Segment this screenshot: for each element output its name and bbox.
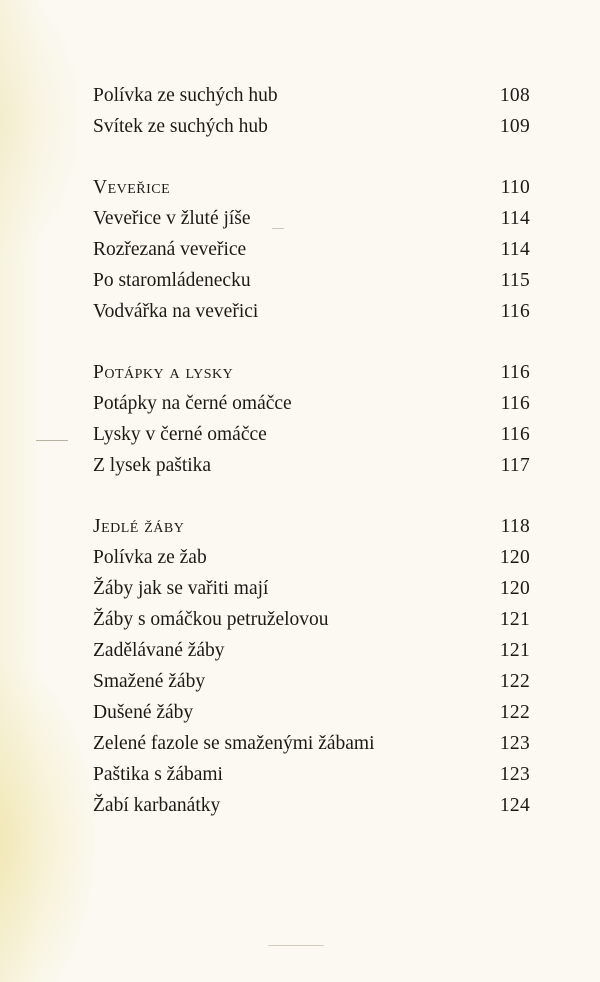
entry-page-number: 116	[500, 393, 530, 414]
toc-section-grebes-coots	[93, 357, 530, 481]
toc-entry[interactable]	[93, 203, 530, 234]
toc-entry[interactable]	[93, 759, 530, 790]
toc-section-frogs	[93, 511, 530, 821]
entry-page-number: 116	[500, 301, 530, 322]
margin-mark	[268, 945, 324, 946]
entry-title: Vodvářka na veveřici	[93, 301, 259, 322]
heading-page-number: 118	[500, 516, 530, 537]
entry-page-number: 122	[499, 702, 530, 723]
section-heading[interactable]	[93, 511, 530, 542]
entry-page-number: 123	[499, 764, 530, 785]
entry-page-number: 117	[500, 455, 530, 476]
entry-page-number: 124	[499, 795, 530, 816]
entry-title: Zadělávané žáby	[93, 640, 225, 661]
toc-section-mushrooms	[93, 80, 530, 142]
toc-entry[interactable]	[93, 450, 530, 481]
heading-page-number: 116	[500, 362, 530, 383]
toc-section-squirrel	[93, 172, 530, 327]
toc-entry[interactable]	[93, 542, 530, 573]
entry-page-number: 115	[500, 270, 530, 291]
toc-entry[interactable]	[93, 697, 530, 728]
entry-title: Žáby s omáčkou petruželovou	[93, 609, 329, 630]
entry-page-number: 108	[499, 85, 530, 106]
entry-title: Žabí karbanátky	[93, 795, 221, 816]
entry-title: Paštika s žábami	[93, 764, 223, 785]
entry-title: Žáby jak se vařiti mají	[93, 578, 269, 599]
section-heading[interactable]	[93, 357, 530, 388]
heading-title: Potápky a lysky	[93, 362, 234, 383]
entry-title: Rozřezaná veveřice	[93, 239, 247, 260]
entry-page-number: 109	[499, 116, 530, 137]
entry-page-number: 122	[499, 671, 530, 692]
entry-title: Po staromládenecku	[93, 270, 251, 291]
toc-entry[interactable]	[93, 635, 530, 666]
entry-title: Polívka ze suchých hub	[93, 85, 278, 106]
toc-entry[interactable]	[93, 111, 530, 142]
entry-title: Veveřice v žluté jíše	[93, 208, 251, 229]
entry-title: Lysky v černé omáčce	[93, 424, 267, 445]
margin-mark	[36, 440, 68, 441]
entry-title: Svítek ze suchých hub	[93, 116, 268, 137]
toc-entry[interactable]	[93, 790, 530, 821]
toc-entry[interactable]	[93, 728, 530, 759]
entry-page-number: 121	[499, 609, 530, 630]
toc-entry[interactable]	[93, 419, 530, 450]
toc-entry[interactable]	[93, 666, 530, 697]
entry-title: Potápky na černé omáčce	[93, 393, 292, 414]
toc-entry[interactable]	[93, 388, 530, 419]
entry-page-number: 121	[499, 640, 530, 661]
toc-entry[interactable]	[93, 234, 530, 265]
entry-page-number: 120	[499, 547, 530, 568]
toc-entry[interactable]	[93, 296, 530, 327]
heading-title: Veveřice	[93, 177, 171, 198]
toc-entry[interactable]	[93, 573, 530, 604]
table-of-contents	[93, 80, 530, 851]
entry-page-number: 114	[500, 239, 530, 260]
section-heading[interactable]	[93, 172, 530, 203]
entry-title: Smažené žáby	[93, 671, 206, 692]
entry-title: Z lysek paštika	[93, 455, 212, 476]
toc-entry[interactable]	[93, 80, 530, 111]
entry-title: Polívka ze žab	[93, 547, 207, 568]
entry-title: Dušené žáby	[93, 702, 194, 723]
heading-page-number: 110	[500, 177, 530, 198]
entry-page-number: 120	[499, 578, 530, 599]
toc-entry[interactable]	[93, 265, 530, 296]
entry-page-number: 116	[500, 424, 530, 445]
entry-page-number: 114	[500, 208, 530, 229]
entry-page-number: 123	[499, 733, 530, 754]
entry-title: Zelené fazole se smaženými žábami	[93, 733, 375, 754]
heading-title: Jedlé žáby	[93, 516, 185, 537]
toc-entry[interactable]	[93, 604, 530, 635]
